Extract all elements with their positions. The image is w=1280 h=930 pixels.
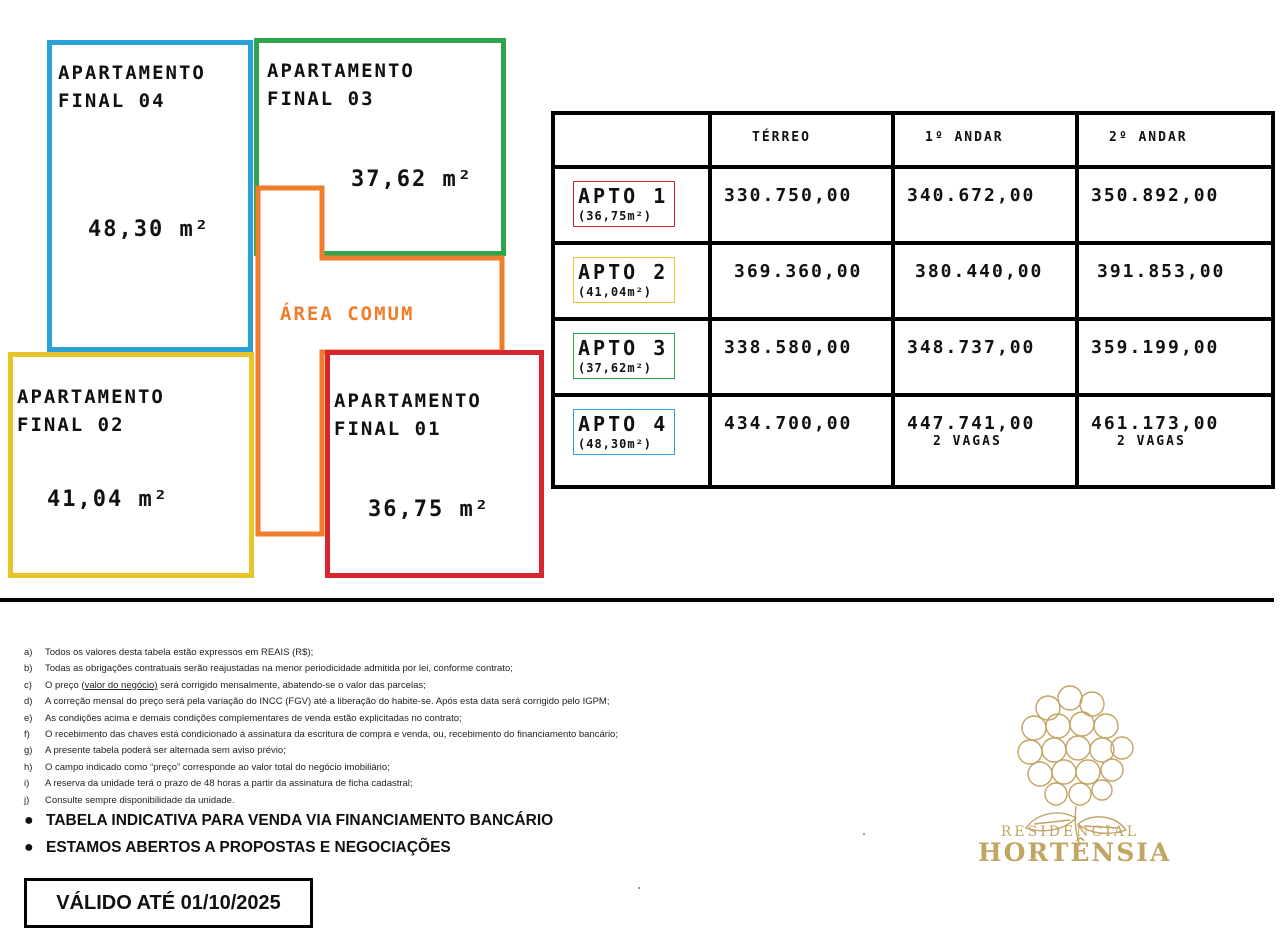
logo-text-hortensia: HORTÊNSIA: [978, 838, 1172, 867]
apartment-02-label-line1: APARTAMENTO: [17, 386, 165, 408]
apartment-02-room: [8, 352, 254, 578]
list-item: [24, 793, 618, 809]
apto-size: (41,04m²): [578, 285, 653, 299]
apto-name: APTO 2: [578, 260, 669, 284]
apto-4-badge: [573, 409, 675, 455]
list-item-text: Todos os valores desta tabela estão expressos em REAIS (R$);: [45, 647, 314, 658]
apartment-04-label: [58, 59, 206, 115]
list-item-key: g): [24, 745, 33, 757]
list-item-key: i): [24, 778, 30, 790]
list-item-text: A correção mensal do preço será pela variação do INCC (FGV) até a liberação do habite-se. Após esta data será corrigido pelo IGPM;: [45, 696, 610, 708]
highlight-bullets: [24, 811, 553, 865]
common-area-label: ÁREA COMUM: [280, 303, 415, 325]
parking-note: 2 VAGAS: [1117, 434, 1186, 449]
price-cell: 359.199,00: [1077, 319, 1273, 395]
list-item-text: A presente tabela poderá ser alternada sem aviso prévio;: [45, 745, 286, 757]
list-item-key: e): [24, 712, 33, 724]
list-item-text: Consulte sempre disponibilidade da unidade.: [45, 794, 235, 806]
apartment-03-label-line2: FINAL 03: [267, 88, 375, 110]
price-cell: 340.672,00: [893, 167, 1077, 243]
header-terreo: TÉRREO: [710, 113, 893, 167]
bullet-dot-icon: ●: [24, 812, 34, 829]
apto-cell: [553, 167, 710, 243]
list-item: [24, 743, 618, 759]
scan-speck: [863, 833, 865, 835]
header-empty-cell: [553, 113, 710, 167]
apartment-01-room: [325, 350, 544, 578]
table-row: [553, 243, 1273, 319]
list-item: [24, 694, 618, 710]
apto-name: APTO 4: [578, 412, 669, 436]
apartment-04-label-line1: APARTAMENTO: [58, 62, 206, 84]
bullet-dot-icon: ●: [24, 839, 34, 856]
apto-cell: [553, 395, 710, 487]
apartment-01-area: 36,75 m²: [368, 497, 490, 522]
scan-speck: [638, 887, 640, 889]
apto-size: (48,30m²): [578, 437, 653, 451]
apto-cell: [553, 319, 710, 395]
list-item-underlined-text: valor do negócio): [84, 679, 158, 691]
list-item: [24, 711, 618, 727]
list-item-key: h): [24, 761, 33, 773]
price-cell: 350.892,00: [1077, 167, 1273, 243]
list-item: [24, 727, 618, 743]
price-table-header-row: [553, 113, 1273, 167]
list-item-key: c): [24, 679, 32, 691]
apartment-02-label: [17, 383, 165, 439]
price-cell: [710, 395, 893, 487]
apartment-03-label-line1: APARTAMENTO: [267, 60, 415, 82]
table-row: [553, 167, 1273, 243]
apto-size: (36,75m²): [578, 209, 653, 223]
logo-text-residencial: RESIDENCIAL: [1000, 824, 1140, 840]
table-row: [553, 395, 1273, 487]
list-item: [24, 645, 618, 661]
price-cell: [893, 395, 1077, 487]
list-item: [24, 760, 618, 776]
bullet-text: TABELA INDICATIVA PARA VENDA VIA FINANCIAMENTO BANCÁRIO: [46, 812, 554, 829]
bullet-item: [24, 811, 553, 838]
apartment-01-label: [334, 387, 482, 443]
validity-box: VÁLIDO ATÉ 01/10/2025: [24, 878, 313, 928]
list-item-text: O recebimento das chaves está condicionado á assinatura da escritura de compra e venda, ou, recebimento do financiamento bancário;: [45, 728, 618, 740]
bullet-item: [24, 838, 553, 865]
price-value: 461.173,00: [1091, 413, 1220, 434]
list-item-key: d): [24, 696, 33, 708]
bullet-text: ESTAMOS ABERTOS A PROPOSTAS E NEGOCIAÇÕES: [46, 839, 451, 856]
list-item-key: a): [24, 647, 33, 658]
list-item-text: será corrigido mensalmente, abatendo-se o valor das parcelas;: [157, 679, 426, 691]
price-cell: [1077, 395, 1273, 487]
apartment-04-area: 48,30 m²: [88, 217, 210, 242]
apartment-01-label-line1: APARTAMENTO: [334, 390, 482, 412]
list-item-text: Todas as obrigações contratuais serão reajustadas na menor periodicidade admitida por lei, conforme contrato;: [45, 663, 513, 675]
list-item-text: O preço (: [45, 679, 85, 691]
apartment-02-area: 41,04 m²: [47, 487, 169, 512]
terms-list: [24, 645, 618, 809]
list-item: [24, 661, 618, 677]
price-table: [551, 111, 1275, 489]
apto-name: APTO 1: [578, 184, 669, 208]
apartment-01-label-line2: FINAL 01: [334, 418, 442, 440]
apartment-04-room: [47, 40, 253, 352]
list-item-key: b): [24, 663, 33, 675]
parking-note: 2 VAGAS: [933, 434, 1002, 449]
apto-2-badge: [573, 257, 675, 303]
list-item: [24, 776, 618, 792]
apto-1-badge: [573, 181, 675, 227]
header-1-andar: 1º ANDAR: [893, 113, 1077, 167]
list-item-key: f): [24, 728, 30, 740]
price-cell: 369.360,00: [710, 243, 893, 319]
apartment-03-area: 37,62 m²: [351, 167, 473, 192]
price-cell: 330.750,00: [710, 167, 893, 243]
price-value: 447.741,00: [907, 413, 1036, 434]
price-cell: 380.440,00: [893, 243, 1077, 319]
list-item-text: A reserva da unidade terá o prazo de 48 horas a partir da assinatura de ficha cadastral;: [45, 778, 413, 790]
apartment-04-label-line2: FINAL 04: [58, 90, 166, 112]
apto-cell: [553, 243, 710, 319]
apartment-03-label: [267, 57, 415, 113]
section-divider: [0, 598, 1274, 602]
apto-size: (37,62m²): [578, 361, 653, 375]
list-item-text: O campo indicado como “preço” corresponde ao valor total do negócio imobiliário;: [45, 761, 390, 773]
apto-3-badge: [573, 333, 675, 379]
table-row: [553, 319, 1273, 395]
price-cell: 391.853,00: [1077, 243, 1273, 319]
list-item-text: As condições acima e demais condições complementares de venda estão explicitadas no contrato;: [45, 712, 462, 724]
price-cell: 348.737,00: [893, 319, 1077, 395]
header-2-andar: 2º ANDAR: [1077, 113, 1273, 167]
apto-name: APTO 3: [578, 336, 669, 360]
price-cell: 338.580,00: [710, 319, 893, 395]
list-item-key: j): [24, 794, 30, 806]
apartment-02-label-line2: FINAL 02: [17, 414, 125, 436]
list-item: [24, 678, 618, 694]
price-value: 434.700,00: [724, 413, 853, 434]
